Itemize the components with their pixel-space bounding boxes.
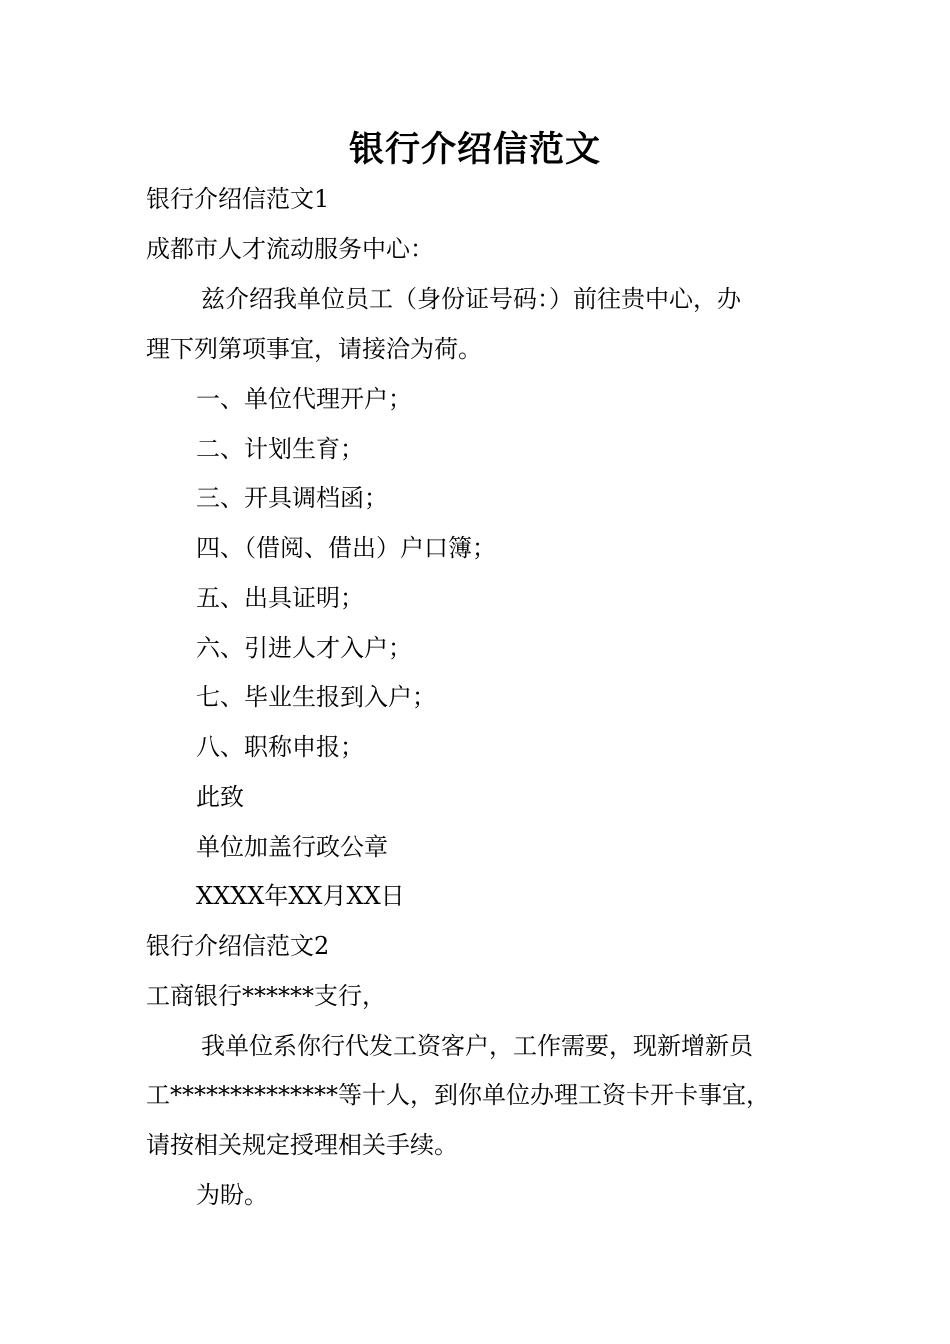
list-item: 五、出具证明； [196, 584, 364, 612]
section-heading-1: 银行介绍信范文1 [146, 185, 330, 213]
body-paragraph-line: 兹介绍我单位员工（身份证号码：）前往贵中心，办 [201, 285, 741, 313]
body-paragraph-line: 请按相关规定授理相关手续。 [146, 1131, 458, 1159]
date-line: XXXX年XX月XX日 [196, 882, 405, 910]
body-paragraph-line: 我单位系你行代发工资客户，工作需要，现新增新员 [201, 1032, 753, 1060]
section-heading-2: 银行介绍信范文2 [146, 932, 330, 960]
list-item: 七、毕业生报到入户； [196, 683, 436, 711]
list-item: 一、单位代理开户； [196, 385, 412, 413]
list-item: 四、（借阅、借出）户口簿； [196, 534, 496, 562]
list-item: 八、职称申报； [196, 733, 364, 761]
document-title: 银行介绍信范文 [348, 130, 601, 170]
recipient-line: 工商银行******支行， [146, 982, 386, 1010]
body-paragraph-line: 工**************等十人，到你单位办理工资卡开卡事宜， [146, 1081, 770, 1109]
list-item: 六、引进人才入户； [196, 634, 412, 662]
closing-line: 为盼。 [196, 1181, 268, 1209]
body-paragraph-line: 理下列第项事宜，请接洽为荷。 [146, 335, 482, 363]
list-item: 三、开具调档函； [196, 484, 388, 512]
closing-line: 此致 [196, 783, 244, 811]
list-item: 二、计划生育； [196, 435, 364, 463]
recipient-line: 成都市人才流动服务中心： [146, 235, 434, 263]
seal-line: 单位加盖行政公章 [196, 833, 388, 861]
